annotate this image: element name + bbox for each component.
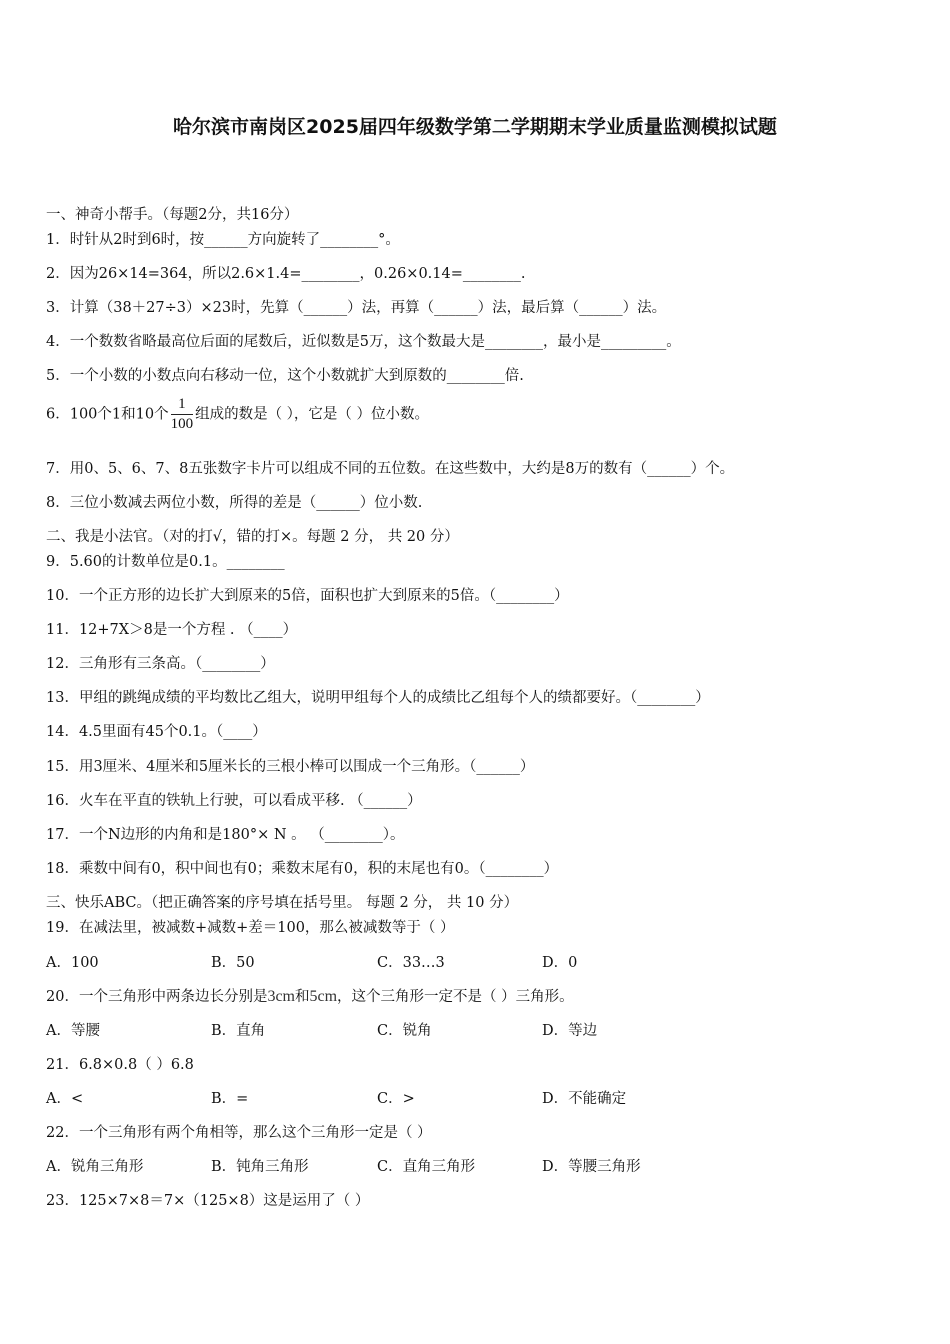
question-1: 1．时针从2时到6时，按______方向旋转了________°。	[46, 232, 400, 248]
length-3cm: 3cm	[267, 988, 295, 1005]
question-22: 22．一个三角形有两个角相等，那么这个三角形一定是（ ）	[46, 1125, 432, 1141]
option-b: B．钝角三角形	[211, 1159, 309, 1175]
question-5: 5．一个小数的小数点向右移动一位，这个小数就扩大到原数的________倍.	[46, 368, 524, 384]
fraction-one-hundredth	[171, 397, 194, 432]
question-15: 15．用3厘米、4厘米和5厘米长的三根小棒可以围成一个三角形。（______）	[46, 759, 535, 775]
option-b: B．50	[211, 955, 255, 971]
option-c: C．直角三角形	[377, 1159, 476, 1175]
option-d: D．不能确定	[542, 1091, 627, 1107]
option-d: D．0	[542, 955, 578, 971]
question-6	[46, 397, 429, 432]
option-c: C．33…3	[377, 955, 445, 971]
question-20-text-after: ，这个三角形一定不是（ ）三角形。	[337, 989, 574, 1005]
question-3: 3．计算（38＋27÷3）×23时，先算（______）法，再算（______）法，最后算（______）法。	[46, 300, 667, 316]
question-17: 17．一个N边形的内角和是180°× N 。 （________）。	[46, 827, 405, 843]
question-8: 8．三位小数减去两位小数，所得的差是（______）位小数.	[46, 495, 423, 511]
fraction-denominator: 100	[170, 416, 194, 432]
page-title: 哈尔滨市南岗区2025届四年级数学第二学期期末学业质量监测模拟试题	[173, 116, 777, 138]
question-6-text-before: 6．100个1和10个	[46, 406, 169, 423]
option-a: A．100	[46, 955, 99, 971]
option-a: A．<	[46, 1091, 84, 1107]
option-b: B．直角	[211, 1023, 266, 1039]
option-d: D．等边	[542, 1023, 598, 1039]
question-2: 2．因为26×14=364，所以2.6×1.4=________，0.26×0.14=________.	[46, 266, 526, 282]
question-12: 12．三角形有三条高。（________）	[46, 656, 275, 672]
fraction-numerator: 1	[178, 396, 186, 412]
question-20	[46, 985, 574, 1006]
option-c: C．>	[377, 1091, 415, 1107]
question-20-text-before: 20．一个三角形中两条边长分别是	[46, 989, 268, 1005]
question-4: 4．一个数数省略最高位后面的尾数后，近似数是5万，这个数最大是________，最小是_________。	[46, 334, 681, 350]
question-18: 18．乘数中间有0，积中间也有0；乘数末尾有0，积的末尾也有0。（________）	[46, 861, 559, 877]
question-9: 9．5.60的计数单位是0.1。________	[46, 554, 285, 570]
section-1-heading: 一、神奇小帮手。（每题2分，共16分）	[46, 207, 299, 223]
question-11: 11．12+7X＞8是一个方程 . （____）	[46, 622, 298, 638]
question-14: 14．4.5里面有45个0.1。（____）	[46, 724, 267, 740]
question-16: 16．火车在平直的铁轨上行驶，可以看成平移. （______）	[46, 793, 422, 809]
length-5cm: 5cm	[309, 988, 338, 1005]
question-19: 19．在减法里，被减数+减数+差＝100，那么被减数等于（ ）	[46, 920, 455, 936]
question-23: 23．125×7×8＝7×（125×8）这是运用了（ ）	[46, 1193, 370, 1209]
option-a: A．等腰	[46, 1023, 100, 1039]
question-20-text-mid: 和	[295, 989, 310, 1005]
section-2-heading: 二、我是小法官。（对的打√，错的打×。每题 2 分， 共 20 分）	[46, 529, 459, 545]
question-21: 21．6.8×0.8（ ）6.8	[46, 1057, 194, 1073]
section-3-heading: 三、快乐ABC。（把正确答案的序号填在括号里。 每题 2 分， 共 10 分）	[46, 895, 519, 911]
question-10: 10．一个正方形的边长扩大到原来的5倍，面积也扩大到原来的5倍。（________）	[46, 588, 569, 604]
option-b: B．=	[211, 1091, 249, 1107]
question-6-text-after: 组成的数是（ ），它是（ ）位小数。	[195, 406, 430, 423]
question-7: 7．用0、5、6、7、8五张数字卡片可以组成不同的五位数。在这些数中，大约是8万的数有（______）个。	[46, 461, 735, 477]
option-c: C．锐角	[377, 1023, 432, 1039]
option-a: A．锐角三角形	[46, 1159, 144, 1175]
question-13: 13．甲组的跳绳成绩的平均数比乙组大，说明甲组每个人的成绩比乙组每个人的绩都要好。（________）	[46, 690, 710, 706]
option-d: D．等腰三角形	[542, 1159, 641, 1175]
